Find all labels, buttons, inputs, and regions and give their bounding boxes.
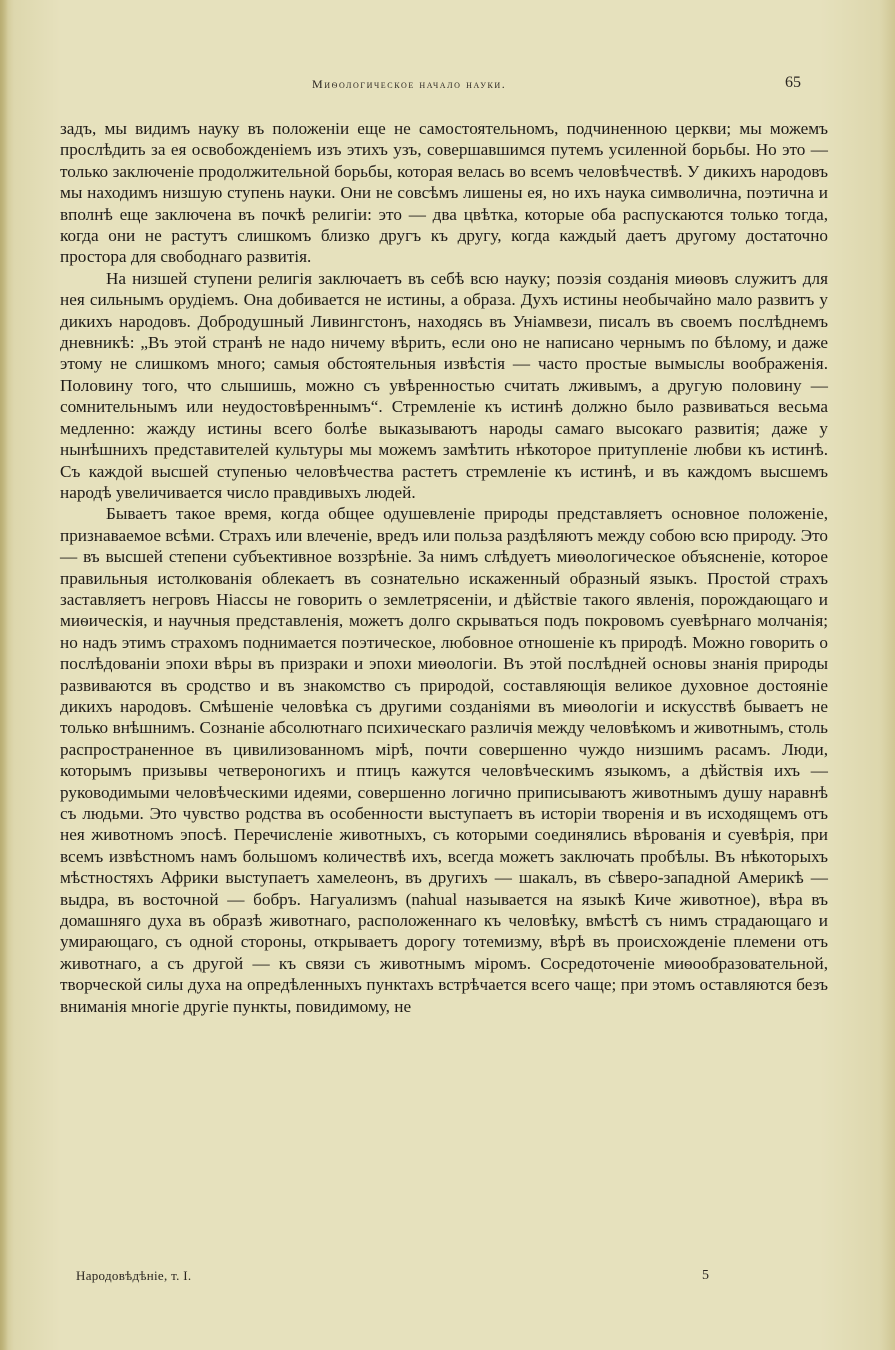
body-text <box>60 118 828 1017</box>
running-title: Миѳологическое начало науки. <box>312 77 507 91</box>
book-signature: Народовѣдѣніе, т. I. <box>76 1268 192 1283</box>
page-number: 65 <box>785 74 801 91</box>
page-footer <box>0 1268 895 1290</box>
paragraph-2: На низшей ступени религія заключаетъ въ себѣ всю науку; поэзія созданія миѳовъ служитъ для нея сильнымъ орудіемъ. Она добивается не истины, а образа. Духъ истины необычайно мало развитъ у дикихъ народовъ. Добродушный Ливингстонъ, находясь въ Уніамвези, писалъ въ своемъ послѣднемъ дневникѣ: „Въ этой странѣ не надо ничему вѣрить, если оно не написано чернымъ по бѣлому, и даже этому не слишкомъ много; самыя обстоятельныя извѣстія — часто простые вымыслы воображенія. Половину того, что слышишь, можно съ увѣренностью считать лживымъ, а другую половину — сомнительнымъ или неудостовѣреннымъ“. Стремленіе къ истинѣ должно было развиваться весьма медленно: жажду истины всего болѣе выказываютъ народы самаго высокаго развитія; даже у нынѣшнихъ представителей культуры мы можемъ замѣтить нѣкоторое притупленіе любви къ истинѣ. Съ каждой высшей ступенью человѣчества растетъ стремленіе къ истинѣ, и въ каждомъ высшемъ народѣ увеличивается число правдивыхъ людей. <box>60 268 828 502</box>
page-binding-shadow <box>0 0 8 1350</box>
running-header <box>0 74 895 96</box>
paragraph-3: Бываетъ такое время, когда общее одушевленіе природы представляетъ основное положеніе, признаваемое всѣми. Страхъ или влеченіе, вредъ или польза раздѣляютъ между собою всю природу. Это — въ высшей степени субъективное воззрѣніе. За нимъ слѣдуетъ миѳологическое объясненіе, которое правильныя истолкованія облекаетъ въ сознательно искаженный образный языкъ. Простой страхъ заставляетъ негровъ Ніассы не говорить о землетрясеніи, и дѣйствіе такого явленія, порождающаго и миѳическія, и научныя представленія, можетъ долго скрываться подъ покровомъ суевѣрнаго молчанія; но надъ этимъ страхомъ поднимается поэтическое, любовное отношеніе къ природѣ. Можно говорить о послѣдованіи эпохи вѣры въ призраки и эпохи миѳологіи. Въ этой послѣдней основы знанія природы развиваются въ сродство и въ знакомство съ природой, составляющія великое духовное достояніе дикихъ народовъ. Смѣшеніе человѣка съ другими созданіями въ миѳологіи и искусствѣ бываетъ не только внѣшнимъ. Сознаніе абсолютнаго психическаго различія между человѣкомъ и животнымъ, столь распространенное въ цивилизованномъ мірѣ, почти совершенно чуждо низшимъ расамъ. Люди, которымъ призывы четвероногихъ и птицъ кажутся человѣческимъ языкомъ, а дѣйствія ихъ — руководимыми человѣческими идеями, совершенно логично приписываютъ животнымъ душу наравнѣ съ людьми. Это чувство родства въ особенности выступаетъ въ исторіи творенія и въ исходящемъ отъ нея животномъ эпосѣ. Перечисленіе животныхъ, съ которыми соединялись вѣрованія и суевѣрія, при всемъ извѣстномъ намъ большомъ количествѣ ихъ, всегда можетъ заключать пробѣлы. Въ нѣкоторыхъ мѣстностяхъ Африки выступаетъ хамелеонъ, въ другихъ — шакалъ, въ сѣверо-западной Америкѣ — выдра, въ восточной — бобръ. Нагуализмъ (nahual называется на языкѣ Киче животное), вѣра въ домашняго духа въ образѣ животнаго, расположеннаго къ человѣку, вмѣстѣ съ нимъ страдающаго и умирающаго, съ одной стороны, открываетъ дорогу тотемизму, вѣрѣ въ происхожденіе племени отъ животнаго, а съ другой — къ связи съ животнымъ міромъ. Сосредоточеніе миѳообразовательной, творческой силы духа на опредѣленныхъ пунктахъ встрѣчается всего чаще; при этомъ оставляются безъ вниманія многіе другіе пункты, повидимому, не <box>60 504 828 1016</box>
paragraph-1: задъ, мы видимъ науку въ положеніи еще не самостоятельномъ, подчиненною церкви; мы можемъ прослѣдить за ея освобожденіемъ изъ этихъ узъ, совершавшимся путемъ усиленной борьбы. Но это — только заключеніе продолжительной борьбы, которая велась во всемъ человѣчествѣ. У дикихъ народовъ мы находимъ низшую ступень науки. Они не совсѣмъ лишены ея, но ихъ наука символична, поэтична и вполнѣ еще заключена въ почкѣ религіи: это — два цвѣтка, которые оба распускаются только тогда, когда они не растутъ слишкомъ близко другъ къ другу, когда каждый даетъ другому достаточно простора для свободнаго развитія. <box>60 119 828 267</box>
sheet-number: 5 <box>702 1268 709 1283</box>
